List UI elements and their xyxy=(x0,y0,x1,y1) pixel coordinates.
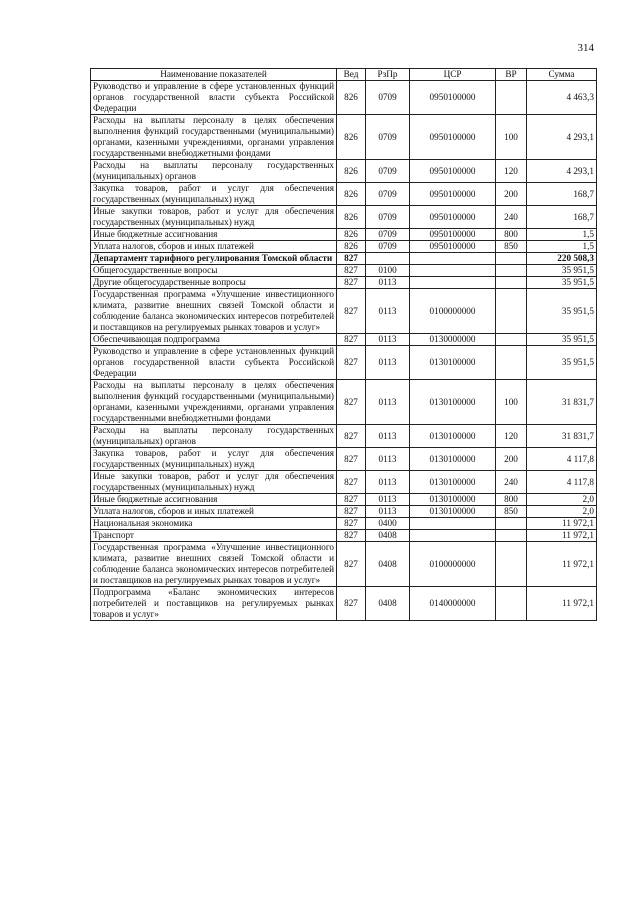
cell-rzpr xyxy=(366,253,410,265)
cell-name: Транспорт xyxy=(91,530,337,542)
cell-vr: 240 xyxy=(496,206,527,229)
cell-vr: 200 xyxy=(496,183,527,206)
cell-vr: 240 xyxy=(496,471,527,494)
cell-rzpr: 0709 xyxy=(366,206,410,229)
cell-name: Государственная программа «Улучшение инвестиционного климата, развитие внешних связей Томской области и соблюдение баланса экономических интересов потребителей и поставщиков на регулируемых рынках товаров и услуг» xyxy=(91,289,337,334)
cell-vr: 100 xyxy=(496,115,527,160)
cell-ved: 827 xyxy=(337,253,366,265)
cell-vr xyxy=(496,81,527,115)
table-row xyxy=(91,241,597,253)
cell-sum: 35 951,5 xyxy=(527,334,597,346)
cell-vr xyxy=(496,265,527,277)
cell-csr: 0130100000 xyxy=(410,471,496,494)
cell-csr: 0950100000 xyxy=(410,241,496,253)
cell-rzpr: 0113 xyxy=(366,471,410,494)
cell-sum: 1,5 xyxy=(527,241,597,253)
cell-vr xyxy=(496,346,527,380)
cell-ved: 827 xyxy=(337,265,366,277)
cell-rzpr: 0400 xyxy=(366,518,410,530)
cell-rzpr: 0113 xyxy=(366,425,410,448)
table-body xyxy=(91,81,597,621)
cell-csr xyxy=(410,277,496,289)
cell-csr: 0950100000 xyxy=(410,206,496,229)
table-row xyxy=(91,206,597,229)
table-row xyxy=(91,81,597,115)
cell-rzpr: 0408 xyxy=(366,530,410,542)
cell-sum: 4 293,1 xyxy=(527,115,597,160)
table-row xyxy=(91,160,597,183)
cell-name: Закупка товаров, работ и услуг для обеспечения государственных (муниципальных) нужд xyxy=(91,448,337,471)
cell-rzpr: 0709 xyxy=(366,241,410,253)
cell-name: Расходы на выплаты персоналу в целях обеспечения выполнения функций государственными (муниципальными) органами, казенными учреждениями, органами управления государственными внебюджетными фондами xyxy=(91,115,337,160)
cell-name: Закупка товаров, работ и услуг для обеспечения государственных (муниципальных) нужд xyxy=(91,183,337,206)
table-row xyxy=(91,425,597,448)
table-row xyxy=(91,277,597,289)
cell-csr: 0140000000 xyxy=(410,587,496,621)
cell-vr xyxy=(496,518,527,530)
cell-sum: 11 972,1 xyxy=(527,587,597,621)
cell-vr xyxy=(496,253,527,265)
cell-csr xyxy=(410,518,496,530)
cell-rzpr: 0113 xyxy=(366,494,410,506)
table-header-row xyxy=(91,69,597,81)
cell-vr: 120 xyxy=(496,425,527,448)
cell-vr: 100 xyxy=(496,380,527,425)
cell-sum: 2,0 xyxy=(527,506,597,518)
cell-vr xyxy=(496,289,527,334)
cell-sum: 35 951,5 xyxy=(527,265,597,277)
cell-sum: 168,7 xyxy=(527,206,597,229)
cell-vr xyxy=(496,530,527,542)
cell-sum: 4 463,3 xyxy=(527,81,597,115)
cell-csr: 0950100000 xyxy=(410,115,496,160)
table-row xyxy=(91,346,597,380)
table-row xyxy=(91,229,597,241)
cell-sum: 4 117,8 xyxy=(527,448,597,471)
cell-rzpr: 0709 xyxy=(366,160,410,183)
header-name: Наименование показателей xyxy=(91,69,337,81)
cell-name: Общегосударственные вопросы xyxy=(91,265,337,277)
cell-vr: 800 xyxy=(496,494,527,506)
table-row xyxy=(91,334,597,346)
cell-sum: 1,5 xyxy=(527,229,597,241)
cell-sum: 4 293,1 xyxy=(527,160,597,183)
cell-rzpr: 0113 xyxy=(366,506,410,518)
cell-sum: 220 508,3 xyxy=(527,253,597,265)
cell-rzpr: 0113 xyxy=(366,380,410,425)
cell-rzpr: 0408 xyxy=(366,587,410,621)
cell-name: Подпрограмма «Баланс экономических интересов потребителей и поставщиков на регулируемых рынках товаров и услуг» xyxy=(91,587,337,621)
cell-sum: 11 972,1 xyxy=(527,518,597,530)
cell-ved: 826 xyxy=(337,160,366,183)
cell-name: Национальная экономика xyxy=(91,518,337,530)
page-number: 314 xyxy=(577,42,594,54)
cell-vr xyxy=(496,277,527,289)
cell-csr: 0130100000 xyxy=(410,346,496,380)
cell-csr: 0950100000 xyxy=(410,160,496,183)
budget-table xyxy=(90,68,597,621)
cell-ved: 827 xyxy=(337,380,366,425)
table-row xyxy=(91,471,597,494)
cell-vr: 850 xyxy=(496,506,527,518)
cell-rzpr: 0709 xyxy=(366,115,410,160)
cell-ved: 827 xyxy=(337,277,366,289)
cell-ved: 827 xyxy=(337,346,366,380)
cell-name: Иные закупки товаров, работ и услуг для обеспечения государственных (муниципальных) нужд xyxy=(91,471,337,494)
cell-name: Расходы на выплаты персоналу государственных (муниципальных) органов xyxy=(91,160,337,183)
cell-sum: 35 951,5 xyxy=(527,289,597,334)
table-row xyxy=(91,183,597,206)
cell-csr: 0130100000 xyxy=(410,380,496,425)
cell-csr: 0100000000 xyxy=(410,542,496,587)
cell-rzpr: 0709 xyxy=(366,81,410,115)
cell-ved: 826 xyxy=(337,81,366,115)
cell-name: Уплата налогов, сборов и иных платежей xyxy=(91,241,337,253)
cell-name: Иные бюджетные ассигнования xyxy=(91,229,337,241)
cell-sum: 11 972,1 xyxy=(527,530,597,542)
cell-ved: 827 xyxy=(337,471,366,494)
cell-ved: 827 xyxy=(337,518,366,530)
cell-vr: 800 xyxy=(496,229,527,241)
cell-rzpr: 0113 xyxy=(366,289,410,334)
cell-vr: 120 xyxy=(496,160,527,183)
cell-rzpr: 0113 xyxy=(366,277,410,289)
cell-csr: 0130100000 xyxy=(410,494,496,506)
cell-name: Обеспечивающая подпрограмма xyxy=(91,334,337,346)
cell-csr: 0100000000 xyxy=(410,289,496,334)
cell-name: Руководство и управление в сфере установленных функций органов государственной власти субъекта Российской Федерации xyxy=(91,81,337,115)
cell-ved: 827 xyxy=(337,448,366,471)
cell-ved: 827 xyxy=(337,494,366,506)
cell-name: Департамент тарифного регулирования Томской области xyxy=(91,253,337,265)
cell-ved: 827 xyxy=(337,530,366,542)
header-sum: Сумма xyxy=(527,69,597,81)
table-row xyxy=(91,506,597,518)
cell-ved: 827 xyxy=(337,542,366,587)
header-vr: ВР xyxy=(496,69,527,81)
table-row xyxy=(91,518,597,530)
cell-csr: 0950100000 xyxy=(410,229,496,241)
cell-ved: 826 xyxy=(337,115,366,160)
table-row xyxy=(91,542,597,587)
cell-ved: 826 xyxy=(337,183,366,206)
cell-ved: 827 xyxy=(337,425,366,448)
cell-csr: 0130100000 xyxy=(410,506,496,518)
table-row xyxy=(91,115,597,160)
cell-csr xyxy=(410,253,496,265)
cell-vr xyxy=(496,542,527,587)
cell-sum: 2,0 xyxy=(527,494,597,506)
cell-vr: 850 xyxy=(496,241,527,253)
cell-name: Расходы на выплаты персоналу в целях обеспечения выполнения функций государственными (муниципальными) органами, казенными учреждениями, органами управления государственными внебюджетными фондами xyxy=(91,380,337,425)
cell-ved: 827 xyxy=(337,334,366,346)
cell-sum: 31 831,7 xyxy=(527,380,597,425)
cell-csr xyxy=(410,530,496,542)
cell-rzpr: 0100 xyxy=(366,265,410,277)
header-csr: ЦСР xyxy=(410,69,496,81)
cell-name: Иные закупки товаров, работ и услуг для обеспечения государственных (муниципальных) нужд xyxy=(91,206,337,229)
header-ved: Вед xyxy=(337,69,366,81)
cell-ved: 826 xyxy=(337,229,366,241)
cell-vr xyxy=(496,587,527,621)
cell-sum: 35 951,5 xyxy=(527,277,597,289)
cell-rzpr: 0408 xyxy=(366,542,410,587)
cell-rzpr: 0113 xyxy=(366,334,410,346)
cell-ved: 827 xyxy=(337,506,366,518)
cell-csr: 0130100000 xyxy=(410,448,496,471)
cell-csr: 0130000000 xyxy=(410,334,496,346)
cell-csr: 0130100000 xyxy=(410,425,496,448)
table-row xyxy=(91,494,597,506)
table-row xyxy=(91,587,597,621)
cell-csr xyxy=(410,265,496,277)
cell-sum: 168,7 xyxy=(527,183,597,206)
cell-sum: 11 972,1 xyxy=(527,542,597,587)
cell-ved: 826 xyxy=(337,241,366,253)
header-rzpr: РзПр xyxy=(366,69,410,81)
cell-name: Государственная программа «Улучшение инвестиционного климата, развитие внешних связей Томской области и соблюдение баланса экономических интересов потребителей и поставщиков на регулируемых рынках товаров и услуг» xyxy=(91,542,337,587)
table-row xyxy=(91,380,597,425)
cell-rzpr: 0709 xyxy=(366,183,410,206)
cell-name: Иные бюджетные ассигнования xyxy=(91,494,337,506)
cell-rzpr: 0113 xyxy=(366,346,410,380)
table-row xyxy=(91,448,597,471)
cell-name: Расходы на выплаты персоналу государственных (муниципальных) органов xyxy=(91,425,337,448)
cell-sum: 4 117,8 xyxy=(527,471,597,494)
cell-ved: 827 xyxy=(337,289,366,334)
cell-csr: 0950100000 xyxy=(410,81,496,115)
cell-rzpr: 0113 xyxy=(366,448,410,471)
table-row xyxy=(91,530,597,542)
cell-name: Другие общегосударственные вопросы xyxy=(91,277,337,289)
cell-rzpr: 0709 xyxy=(366,229,410,241)
cell-sum: 31 831,7 xyxy=(527,425,597,448)
cell-ved: 826 xyxy=(337,206,366,229)
table-row xyxy=(91,265,597,277)
cell-vr: 200 xyxy=(496,448,527,471)
cell-vr xyxy=(496,334,527,346)
cell-ved: 827 xyxy=(337,587,366,621)
table-row xyxy=(91,253,597,265)
cell-name: Руководство и управление в сфере установленных функций органов государственной власти субъекта Российской Федерации xyxy=(91,346,337,380)
cell-name: Уплата налогов, сборов и иных платежей xyxy=(91,506,337,518)
table-row xyxy=(91,289,597,334)
cell-csr: 0950100000 xyxy=(410,183,496,206)
cell-sum: 35 951,5 xyxy=(527,346,597,380)
